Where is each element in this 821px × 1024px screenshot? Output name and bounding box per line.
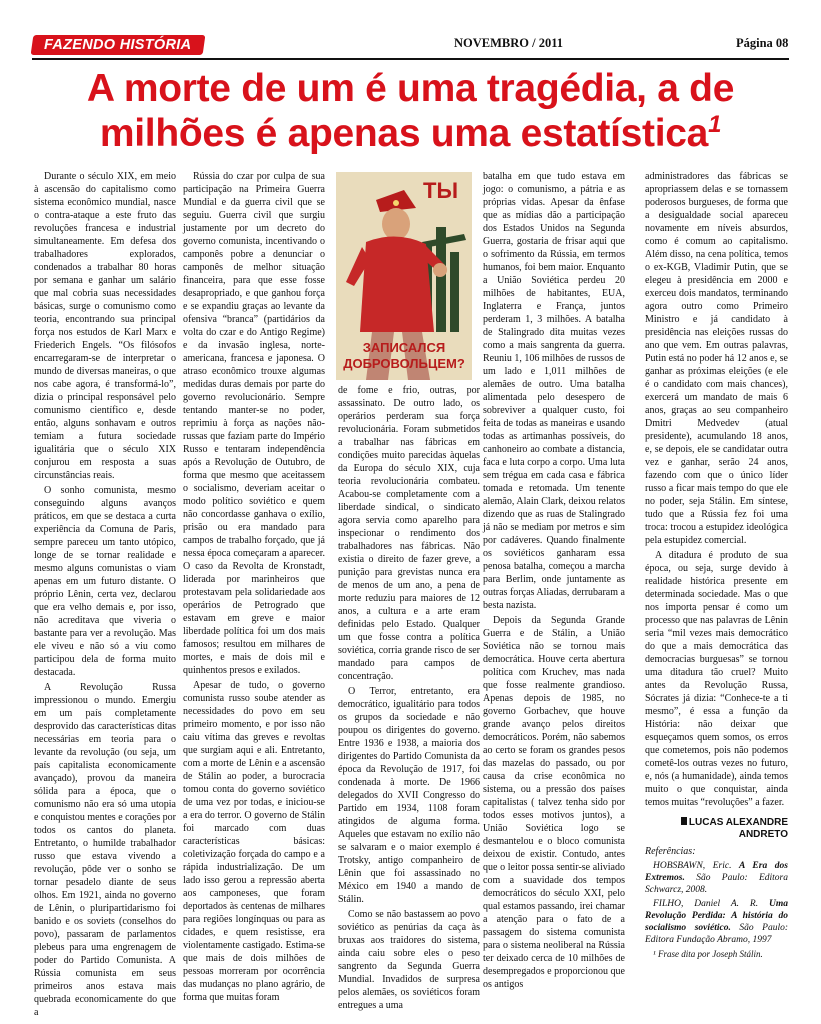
paragraph: Durante o século XIX, em meio à ascensão do capitalismo como sistema econômico mundial, nasce o contra-ataque a este fruto das revoluções francesa e industrial simultaneamente. Em defesa dos trabalhadores explorados, condenados a trabalhar 80 horas por semana e ganhar um salário que mal cobria suas necessidades básicas, surge o comunismo como teoria, encontrando sua principal força nos estudos de Karl Marx e Friederich Engels. “Os filósofos encarregaram-se de interpretar o mundo de diversas maneiras, o que nos cabe agora, é transformá-lo”, dizia o principal responsável pelo comunismo científico e, desde então, alguns sonhavam e outros temiam a futura sociedade igualitária que o século XIX conjurou em resposta a suas circunstâncias reais. bbox=[34, 171, 176, 481]
poster-bottom-text-2: ДОБРОВОЛЬЦЕМ? bbox=[343, 356, 465, 371]
reference-publisher: São Paulo: Editora Schwarcz, 2008. bbox=[645, 873, 789, 895]
author-name-line-1: LUCAS ALEXANDRE bbox=[688, 817, 788, 828]
paragraph: Apesar de tudo, o governo comunista russo soube atender as necessidades do povo em seu primeiro momento, e por isso não caiu vítima das greves e revoltas que surgiam aqui e ali. Entretanto, com a morte de Lênin e a ascensão de Stálin ao poder, a burocracia tomou conta do governo soviético de uma vez por todas, e iniciou-se a era do terror. O governo de Stálin foi marcado com duas características básicas: coletivização forçada do campo e a rápida industrialização. De um lado isso gerou a repressão aberta aos camponeses, que foram deportados às centenas de milhares para regiões longínquas ou para as cidades, e quem resistisse, era violentamente castigado. Estima-se que mais de dois milhões de pessoas morreram por ocorrência das mudanças no plano agrário, de forma que muitas foram bbox=[183, 680, 325, 1003]
masthead-text: FAZENDO HISTÓRIA bbox=[44, 37, 192, 53]
page-number: Página 08 bbox=[736, 36, 789, 50]
paragraph: A Revolução Russa impressionou o mundo. Emergiu em um país completamente desprovido das características ditas necessárias em teoria para o levante da revolução (ou seja, um país capitalista economicamente avançado), provou da maneira sólida para a época, que o comunismo não era só uma utopia e conquistou mentes e corações por todos os cantos do planeta. Entretanto, o humilde trabalhador russo que estava vivendo a revolução, pôde ver o sonho se tornar pesadelo diante de seus olhos. Em 1921, ainda no governo de Lênin, o pluripartidarismo foi banido e os soviets (conselhos do povo), passaram de parlamentos plebeus para uma engrenagem de poder do Partido Comunista. A Rússia comunista em seus primeiros anos estava mais quebrada economicamente do que a bbox=[34, 682, 176, 1018]
header-rule bbox=[32, 58, 789, 60]
masthead-logo bbox=[31, 35, 206, 55]
headline-line-2: milhões é apenas uma estatística bbox=[99, 112, 709, 155]
author-name-line-2: ANDRETO bbox=[738, 829, 788, 840]
headline-line-1: A morte de um é uma tragédia, a de bbox=[86, 67, 735, 110]
paragraph: Depois da Segunda Grande Guerra e de Stálin, a União Soviética não se tornou mais democrática. Houve certa abertura política com Kruchev, mas nada que fosse realmente grandioso. Apenas depois de 1985, no governo Gorbachev, que houve grande avanço pelos direitos democráticos. Porém, não sabemos ao certo se foram os grandes pesos das mazelas do passado, ou por causa da crise econômica no sistema, ou a pressão dos países capitalistas ( talvez tenha sido por todos esses motivos juntos), a União Soviética logo se desmantelou e o bloco comunista deixou de existir. Contudo, antes que o leitor possa sentir-se aliviado com a suavidade dos tempos democráticos do século XXI, pelo qual estamos passando, irei chamar a atenção para o fato de a passagem do sistema comunista para o sistema neoliberal na Rússia ter deixado cerca de 10 milhões de desempregados e proporcionou que os antigos bbox=[483, 615, 625, 990]
paragraph: A ditadura é produto de sua época, ou seja, surge devido à realidade histórica presente em determinada sociedade. Mas o que nos importa pensar é como um processo que nas palavras de Lênin seria “mil vezes mais democrático do que a mais democrática das democracias burguesas” se tornou uma ditadura tão cruel? Muito antes da Revolução Russa, Sócrates já dizia: “Conhece-te a ti mesmo”, é essa a função da História: não deixar que esqueçamos quem somos, os erros que cometemos, pois não podemos cometê-los outras vezes no futuro, e, nós (a humanidade), ainda temos muito o que conquistar, ainda temos muitas “revoluções” a fazer. bbox=[645, 550, 788, 808]
reference-publisher: São Paulo: Editora Fundação Abramo, 1997 bbox=[645, 923, 789, 945]
reference-author: HOBSBAWN, Eric. bbox=[653, 861, 732, 871]
paragraph: O sonho comunista, mesmo conseguindo alguns avanços práticos, em que se destaca a curta experiência da Comuna de Paris, sempre pareceu um tanto utópico, longe de se tornar realidade e mesmo alguns comunistas o viam apenas em um futuro distante. O próprio Lênin, certa vez, declarou que era velho demais e, por isso, não acreditava que viveria o bastante para ver a revolução. Mas ele viveu e não só a viu como participou dela de forma muito destacada. bbox=[34, 485, 176, 678]
reference-title: Uma Revolução Perdida: A história do socialismo soviético. bbox=[645, 899, 788, 933]
reference-item bbox=[645, 860, 788, 896]
reference-author: FILHO, Daniel A. R. bbox=[653, 899, 759, 909]
signature-bullet-icon bbox=[681, 817, 687, 825]
paragraph: Rússia do czar por culpa de sua participação na Primeira Guerra Mundial e da guerra civil que se seguiu. Guerra civil que surgiu justamente por um decreto do governo comunista, incentivando o camponês pobre a denunciar o camponês de melhor situação financeira, para que esse fosse desapropriado, e que ganhou força e se expandiu graças ao levante da ofensiva “branca” (partidários da volta do czar e do Antigo Regime) e da invasão inglesa, norte-americana, francesa e japonesa. O atraso econômico trouxe algumas medidas duras demais por parte do governo revolucionário. Sempre tentando manter-se no poder, reprimiu à força as nações não-russas que faziam parte do Império Russo e tentaram independência após a Revolução de Outubro, de forma que mesmo que aceitassem o socialismo, deveriam aceitar o modo político soviético e quem não concordasse ganhava o exílio, prisão ou era mandado para campos de trabalho forçado, que já nessa época começaram a aparecer. O caso da Revolta de Kronstadt, liderada por marinheiros que protestavam pela solidariedade aos operários de Petrogrado que estavam em greve e maior liberdade política foi um dos mais famosos; resultou em milhares de mortes, e mais de dois mil e quinhentos presos e exilados. bbox=[183, 171, 325, 676]
article-column-4 bbox=[483, 170, 625, 1022]
poster-top-text: ТЫ bbox=[423, 178, 458, 203]
article-column-2 bbox=[183, 170, 325, 1022]
poster-bottom-text-1: ЗАПИСАЛСЯ bbox=[362, 340, 446, 355]
article-column-5 bbox=[645, 170, 788, 1022]
author-signature bbox=[645, 817, 788, 841]
article-headline bbox=[20, 66, 801, 156]
reference-item bbox=[645, 898, 788, 946]
headline-footnote-mark: 1 bbox=[708, 111, 722, 138]
article-column-1 bbox=[34, 170, 176, 1022]
paragraph: administradores das fábricas se apropriassem delas e se tornassem poderosos burgueses, de forma que a desigualdade social apareceu novamente em níveis absurdos, como é comum ao capitalismo. Além disso, na cena política, temos o ex-KGB, Vladimir Putin, que se elegeu à presidência em 2000 e exerceu dois mandatos, terminando agora outro como Primeiro Ministro e já candidato à presidência nas eleições russas do ano que vem. Em outras palavras, Putin está no poder há 12 anos e, se ganhar as próximas eleições (e ele é o candidato com mais chances), exercerá um mandato de mais 6 anos, graças ao seu companheiro Dmitri Medvedev (atual presidente), acumulando 18 anos, e, se depois, ele se candidatar outra vez e ganhar, serão 24 anos, fazendo com que o único líder russo a ficar mais tempo do que ele no poder, seja Stálin. Em síntese, tudo que a Rússia fez foi uma troca: trocou a estupidez ideológica pela estupidez comercial. bbox=[645, 171, 788, 546]
references-heading: Referências: bbox=[645, 846, 696, 857]
paragraph: Como se não bastassem ao povo soviético as penúrias da caça às bruxas aos traidores do sistema, ainda caiu sobre eles o peso sangrento da Segunda Guerra Mundial. Invadidos de surpresa pelos alemães, os soviéticos foram entregues a uma bbox=[338, 909, 480, 1011]
issue-date: NOVEMBRO / 2011 bbox=[454, 36, 564, 50]
paragraph: batalha em que tudo estava em jogo: o comunismo, a pátria e as próprias vidas. Apesar da ênfase que as mídias dão a participação dos Estados Unidos na Segunda Guerra, gostaria de frisar aqui que o sofrimento da Rússia, em termos humanos, foi bem maior. Enquanto a União Soviética perdeu 20 milhões de habitantes, EUA, Inglaterra e França, juntos perderam 1, 3 milhões. A batalha de Stalingrado dita muitas vezes como a mais sangrenta da guerra. Reuniu 1, 106 milhões de russos de um lado e 1,011 milhões de alemães de outro. Uma batalha alimentada pelo desespero de sobreviver a qualquer custo, foi feita de todas as maneiras e usando todas as artimanhas possíveis, do canhoneiro ao combate a distancia, faca e luta corpo a corpo. Uma luta sem trégua em cada casa e fábrica tomada e retomada. Um tenente alemão, Alain Clark, deixou relatos dizendo que as ruas de Stalingrado já não se mediam por metros e sim por cadáveres. Quando finalmente os soviéticos ganharam essa penosa batalha, começou a marcha para Berlim, onde juntamente as outras forças Aliadas, derrubaram a besta nazista. bbox=[483, 171, 625, 611]
soviet-poster-image bbox=[336, 172, 472, 380]
article-column-3 bbox=[338, 384, 480, 1022]
reference-title: A Era dos Extremos. bbox=[645, 861, 788, 883]
paragraph: de fome e frio, outras, por assassinato. De outro lado, os operários perderam sua força revolucionária. Foram submetidos a trabalhar nas fábricas em condições muito parecidas àquelas da Europa do século XIX, cuja teoria revolucionária combateu. Acabou-se completamente com a liberdade sindical, o sindicato agora servia como aparelho para inspecionar o rendimento dos trabalhadores nas fábricas. Não existia o direito de fazer greve, a punição para grevistas nunca era de menos de um ano, a pena de morte reduziu para maiores de 12 anos, a cultura e a arte eram definidas pelo Estado. Qualquer um que fosse contra a política soviética, corria grande risco de ser mandado para campos de concentração. bbox=[338, 385, 480, 682]
footnote: ¹ Frase dita por Joseph Stálin. bbox=[653, 949, 763, 959]
paragraph: O Terror, entretanto, era democrático, igualitário para todos os grupos da sociedade e não poupou os dirigentes do governo. Entre 1936 e 1938, a maioria dos dirigentes do Partido Comunista da época da Revolução de 1917, foi condenada à morte. De 1966 delegados do XVII Congresso do Partido em 1934, 1108 foram atingidos de alguma forma. Aqueles que estavam no exílio não se salvaram e o maior exemplo é Trotsky, antigo companheiro de Lênin que foi assassinado no México em 1940 a mando de Stálin. bbox=[338, 686, 480, 905]
